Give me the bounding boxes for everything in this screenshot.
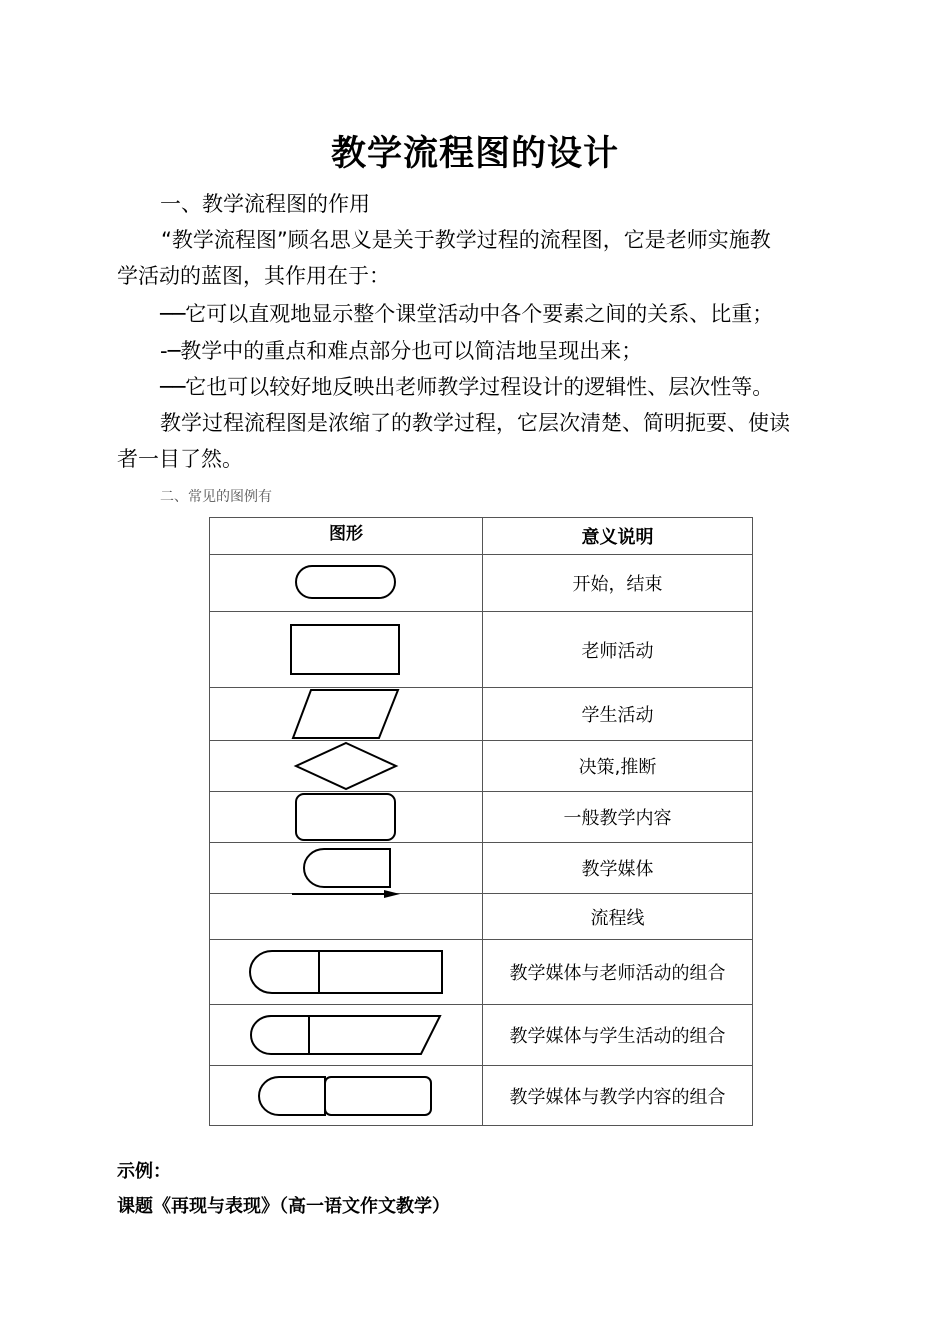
legend-meaning: 教学媒体与老师活动的组合	[483, 940, 753, 1005]
legend-meaning: 教学媒体与学生活动的组合	[483, 1005, 753, 1066]
header-shape: 图形	[329, 523, 363, 544]
point-2: -─教学中的重点和难点部分也可以简洁地呈现出来；	[160, 339, 643, 363]
media-parallelogram-combo-icon	[249, 1014, 443, 1056]
legend-meaning: 教学媒体	[483, 843, 753, 894]
rounded-terminal-icon	[291, 563, 401, 603]
legend-row	[210, 843, 753, 894]
legend-row	[210, 555, 753, 612]
example-label: 示例：	[117, 1161, 171, 1182]
summary-line1: 教学过程流程图是浓缩了的教学过程，它层次清楚、简明扼要、使读	[160, 411, 790, 435]
legend-meaning: 开始，结束	[483, 555, 753, 612]
legend-row	[210, 894, 753, 940]
legend-row	[210, 1005, 753, 1066]
summary-line2: 者一目了然。	[117, 447, 243, 471]
page-title: 教学流程图的设计	[330, 134, 619, 174]
legend-meaning: 教学媒体与教学内容的组合	[483, 1066, 753, 1126]
legend-row	[210, 688, 753, 741]
section1-heading: 一、教学流程图的作用	[160, 192, 370, 216]
legend-meaning: 流程线	[483, 894, 753, 940]
section2-heading: 二、常见的图例有	[160, 489, 272, 505]
legend-meaning: 学生活动	[483, 688, 753, 741]
intro-paragraph	[117, 222, 857, 294]
intro-line1: “教学流程图”顾名思义是关于教学过程的流程图，它是老师实施教	[161, 228, 771, 252]
example-topic: 课题《再现与表现》（高一语文作文教学）	[117, 1196, 450, 1217]
legend-row	[210, 792, 753, 843]
point-1: ──它可以直观地显示整个课堂活动中各个要素之间的关系、比重；	[160, 302, 774, 326]
legend-row	[210, 741, 753, 792]
summary-paragraph	[117, 405, 857, 477]
arrow-icon	[290, 889, 402, 899]
legend-row	[210, 940, 753, 1005]
intro-line2: 学活动的蓝图，其作用在于：	[117, 264, 390, 288]
legend-header-row	[210, 518, 753, 555]
media-shape-icon	[298, 847, 394, 889]
legend-meaning: 老师活动	[483, 612, 753, 688]
legend-row	[210, 612, 753, 688]
header-meaning: 意义说明	[483, 518, 753, 555]
parallelogram-icon	[291, 688, 401, 740]
legend-meaning: 决策,推断	[483, 741, 753, 792]
point-3: ──它也可以较好地反映出老师教学过程设计的逻辑性、层次性等。	[160, 375, 774, 399]
legend-meaning: 一般教学内容	[483, 792, 753, 843]
rectangle-icon	[288, 622, 404, 678]
legend-table	[209, 517, 753, 1126]
diamond-icon	[293, 741, 399, 791]
media-rectangle-combo-icon	[248, 949, 444, 995]
rounded-rectangle-icon	[293, 792, 399, 842]
media-rounded-combo-icon	[257, 1075, 435, 1117]
legend-row	[210, 1066, 753, 1126]
